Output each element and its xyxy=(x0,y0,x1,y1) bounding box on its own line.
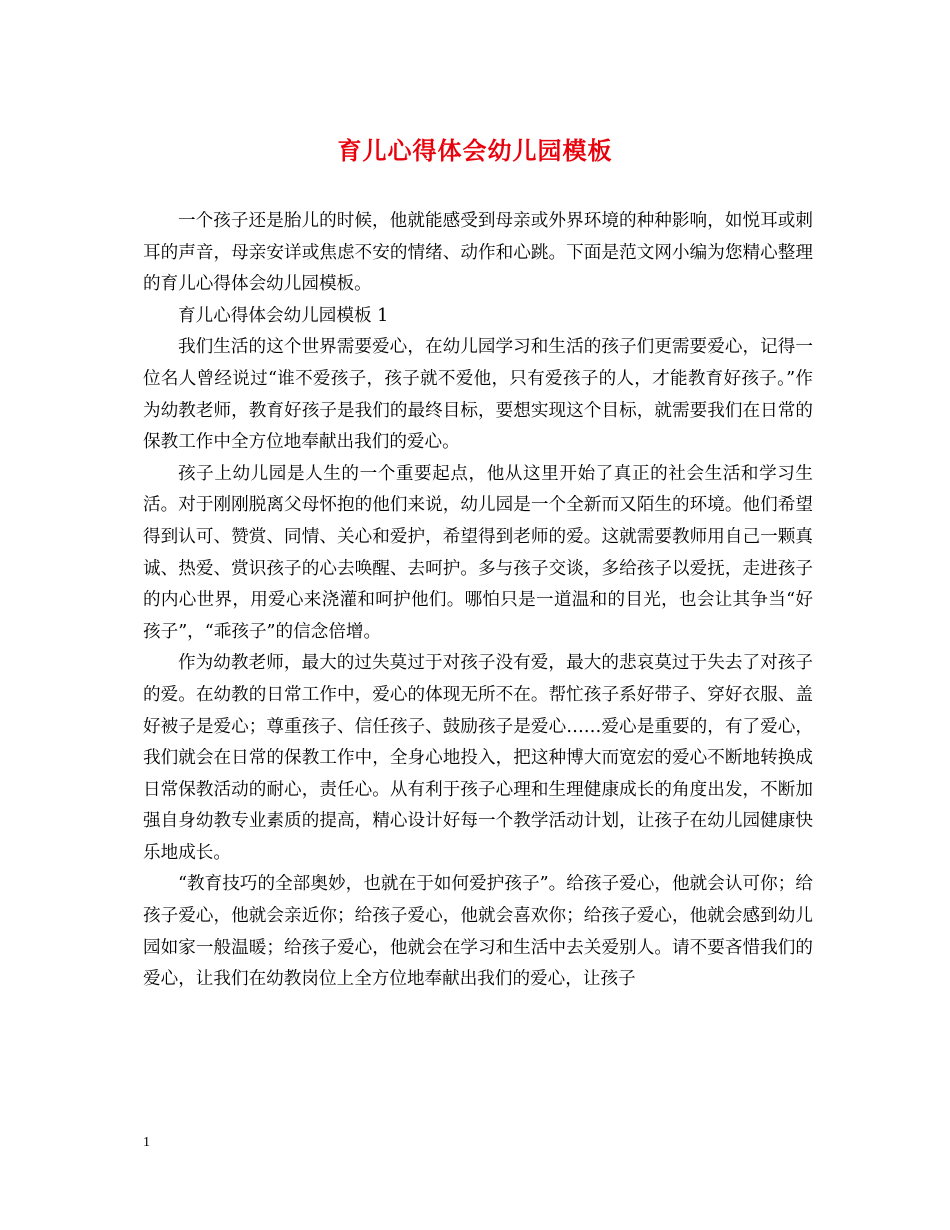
paragraph: 我们生活的这个世界需要爱心，在幼儿园学习和生活的孩子们更需要爱心，记得一位名人曾经说过“谁不爱孩子，孩子就不爱他，只有爱孩子的人，才能教育好孩子。”作为幼教老师，教育好孩子是我们的最终目标，要想实现这个目标，就需要我们在日常的保教工作中全方位地奉献出我们的爱心。 xyxy=(143,337,813,453)
document-body xyxy=(143,206,813,996)
paragraph: 孩子上幼儿园是人生的一个重要起点，他从这里开始了真正的社会生活和学习生活。对于刚刚脱离父母怀抱的他们来说，幼儿园是一个全新而又陌生的环境。他们希望得到认可、赞赏、同情、关心和爱护，希望得到老师的爱。这就需要教师用自己一颗真诚、热爱、赏识孩子的心去唤醒、去呵护。多与孩子交谈，多给孩子以爱抚，走进孩子的内心世界，用爱心来浇灌和呵护他们。哪怕只是一道温和的目光，也会让其争当“好孩子”，“乖孩子”的信念倍增。 xyxy=(143,463,813,642)
paragraph: 作为幼教老师，最大的过失莫过于对孩子没有爱，最大的悲哀莫过于失去了对孩子的爱。在幼教的日常工作中，爱心的体现无所不在。帮忙孩子系好带子、穿好衣服、盖好被子是爱心；尊重孩子、信任孩子、鼓励孩子是爱心……爱心是重要的，有了爱心，我们就会在日常的保教工作中，全身心地投入，把这种博大而宽宏的爱心不断地转换成日常保教活动的耐心，责任心。从有利于孩子心理和生理健康成长的角度出发，不断加强自身幼教专业素质的提高，精心设计好每一个教学活动计划，让孩子在幼儿园健康快乐地成长。 xyxy=(143,653,813,863)
paragraph: “教育技巧的全部奥妙，也就在于如何爱护孩子”。给孩子爱心，他就会认可你；给孩子爱心，他就会亲近你；给孩子爱心，他就会喜欢你；给孩子爱心，他就会感到幼儿园如家一般温暖；给孩子爱心，他就会在学习和生活中去关爱别人。请不要吝惜我们的爱心，让我们在幼教岗位上全方位地奉献出我们的爱心，让孩子 xyxy=(143,874,813,990)
paragraph-intro: 一个孩子还是胎儿的时候，他就能感受到母亲或外界环境的种种影响，如悦耳或刺耳的声音，母亲安详或焦虑不安的情绪、动作和心跳。下面是范文网小编为您精心整理的育儿心得体会幼儿园模板。 xyxy=(143,211,813,295)
document-title: 育儿心得体会幼儿园模板 xyxy=(337,136,613,165)
page-number: 1 xyxy=(143,1135,150,1150)
section-heading: 育儿心得体会幼儿园模板 1 xyxy=(178,305,389,326)
